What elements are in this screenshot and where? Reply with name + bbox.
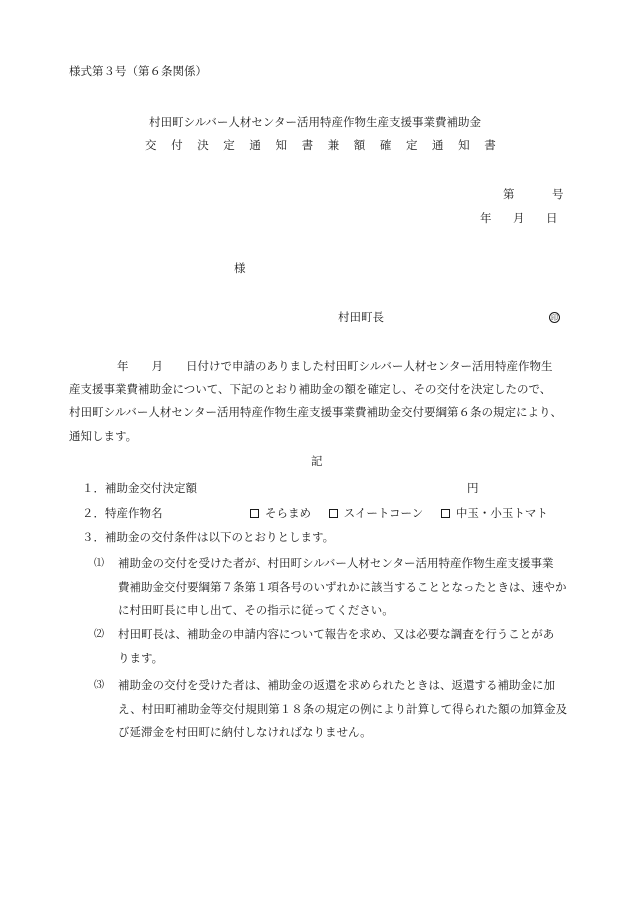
item1-label: １．補助金交付決定額 [82,481,197,495]
document-title-line1: 村田町シルバー人材センター活用特産作物生産支援事業費補助金 [149,115,481,129]
condition-2 [94,623,554,670]
title-char: 決 [197,138,209,152]
ki-heading: 記 [311,454,323,468]
item2-label: ２．特産作物名 [82,506,163,520]
body-line: 村田町シルバー人材センター活用特産作物生産支援事業費補助金交付要綱第６条の規定により、 [69,405,562,420]
checkbox-icon[interactable] [250,509,259,518]
title-char: 兼 [327,138,340,152]
body-line: 年 月 日付けで申請のありました村田町シルバー人材センター活用特産作物生 [117,359,553,373]
condition-line: 補助金の交付を受けた者は、補助金の返還を求められたときは、返還する補助金に加 [118,678,555,692]
body-paragraph [69,355,574,448]
number-label-dai: 第 [503,187,515,201]
condition-3 [94,674,567,745]
condition-line: え、村田町補助金等交付規則第１８条の規定の例により計算して得られた額の加算金及 [118,701,568,716]
form-label: 様式第３号（第６条関係） [69,64,207,78]
condition-line: 村田町長は、補助金の申請内容について報告を求め、又は必要な調査を行うことがあ [118,627,555,641]
title-char: 付 [171,138,183,152]
title-char: 書 [301,138,314,152]
crop-options [250,508,562,520]
body-line: 通知します。 [69,428,138,443]
crop-option-soramame[interactable]: そらまめ [250,506,311,520]
title-char: 交 [145,138,157,152]
title-char: 定 [223,138,235,152]
document-title-line2 [145,140,496,152]
condition-line: 補助金の交付を受けた者が、村田町シルバー人材センター活用特産作物生産支援事業 [118,556,554,570]
checkbox-icon[interactable] [329,509,338,518]
issuer-name: 村田町長 [338,310,384,324]
addressee-suffix: 様 [234,261,246,275]
date-day: 日 [546,211,558,225]
title-char: 通 [249,138,261,152]
title-char: 知 [275,138,287,152]
condition-line: に村田町長に申し出て、その指示に従ってください。 [118,603,394,617]
crop-option-tomato[interactable]: 中玉・小玉トマト [441,506,548,520]
title-char: 通 [432,138,444,152]
condition-line: ります。 [118,650,164,665]
condition-number: ⑶ [94,680,104,691]
condition-line: 費補助金交付要綱第７条第１項各号のいずれかに該当することとなったときは、速やか [118,579,567,594]
title-char: 定 [405,138,418,152]
body-line: 産支援事業費補助金について、下記のとおり補助金の額を確定し、その交付を決定したので、 [69,382,552,397]
checkbox-icon[interactable] [441,509,450,518]
condition-number: ⑵ [94,629,104,640]
date-year: 年 [480,211,492,225]
item1-unit: 円 [467,481,479,495]
seal-icon: 印 [551,314,558,322]
crop-option-sweetcorn[interactable]: スイートコーン [329,506,424,520]
item3-label: ３．補助金の交付条件は以下のとおりとします。 [82,530,335,544]
title-char: 確 [379,138,392,152]
condition-number: ⑴ [94,558,104,569]
date-month: 月 [513,211,525,225]
title-char: 額 [353,138,366,152]
condition-line: び延滞金を村田町に納付しなければなりません。 [118,725,372,739]
title-char: 知 [458,138,470,152]
seal-mark [549,311,560,323]
number-label-go: 号 [552,187,564,201]
condition-1 [94,552,567,623]
title-char: 書 [484,138,496,152]
